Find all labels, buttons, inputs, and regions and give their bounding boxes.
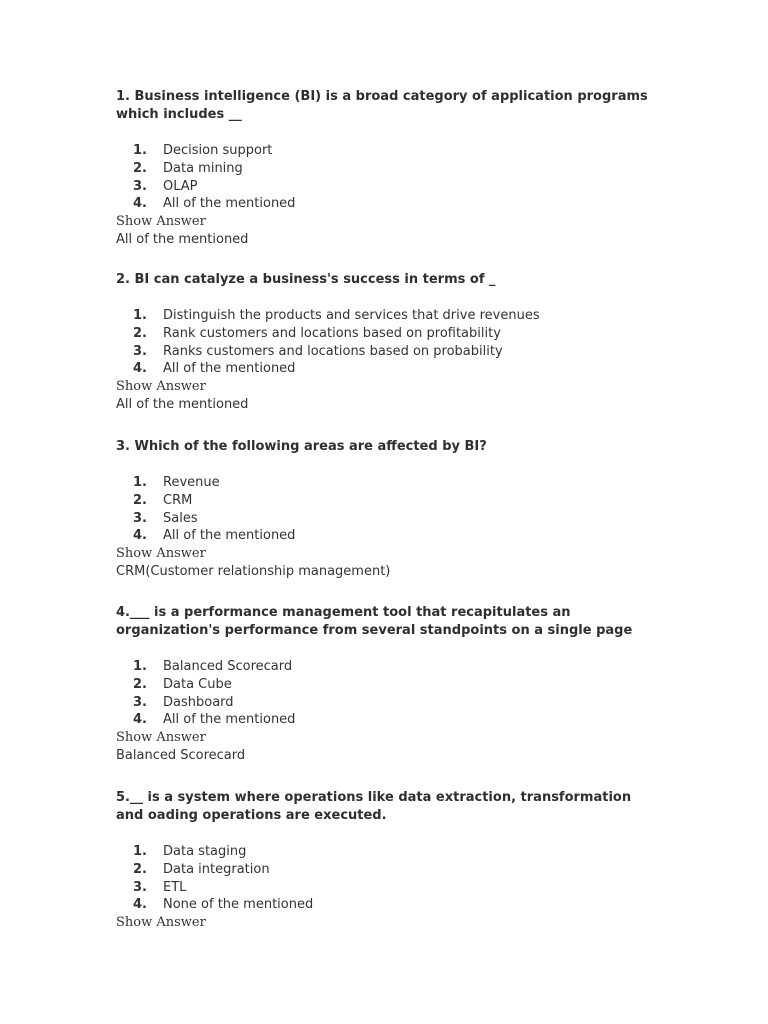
option-item: [116, 142, 656, 160]
show-answer-button[interactable]: Show Answer: [116, 546, 206, 562]
option-item: [116, 658, 656, 676]
question-4: [116, 604, 656, 765]
option-item: [116, 896, 656, 914]
option-item: [116, 307, 540, 325]
option-item: [116, 843, 656, 861]
option-label: All of the mentioned: [163, 712, 296, 728]
option-label: Sales: [163, 510, 198, 526]
question-text: 5.__ is a system where operations like data extraction, transformation and oading operations are executed.: [116, 790, 632, 823]
option-number: 4.: [133, 361, 147, 377]
option-item: [116, 492, 487, 510]
option-number: 2.: [133, 160, 147, 176]
answer-text: Balanced Scorecard: [116, 748, 246, 764]
question-1: [116, 88, 656, 249]
option-label: Balanced Scorecard: [163, 659, 293, 674]
option-number: 3.: [133, 178, 147, 194]
option-number: 3.: [133, 343, 147, 359]
question-text: 2. BI can catalyze a business's success in terms of _: [116, 272, 496, 287]
answer-text: All of the mentioned: [116, 397, 249, 413]
option-number: 2.: [133, 861, 147, 877]
option-number: 2.: [133, 325, 147, 341]
option-item: [116, 195, 656, 213]
option-item: [116, 343, 540, 361]
option-label: None of the mentioned: [163, 897, 314, 913]
option-item: [116, 474, 487, 492]
option-label: All of the mentioned: [163, 528, 296, 544]
option-number: 2.: [133, 492, 147, 508]
option-label: Data mining: [163, 160, 243, 176]
answer-text: CRM(Customer relationship management): [116, 564, 391, 580]
question-text: 1. Business intelligence (BI) is a broad category of application programs which includes __: [116, 89, 648, 122]
show-answer-button[interactable]: Show Answer: [116, 379, 206, 395]
show-answer-button[interactable]: Show Answer: [116, 915, 206, 931]
option-item: [116, 861, 656, 879]
question-text: 3. Which of the following areas are affected by BI?: [116, 439, 487, 454]
option-number: 4.: [133, 897, 147, 913]
option-label: ETL: [163, 879, 187, 895]
option-item: [116, 879, 656, 897]
option-number: 1.: [133, 143, 147, 158]
option-number: 3.: [133, 694, 147, 710]
question-2: [116, 271, 540, 414]
options-list: [116, 843, 656, 914]
question-3: [116, 438, 487, 581]
option-label: Data staging: [163, 844, 247, 859]
option-item: [116, 178, 656, 196]
option-label: Data integration: [163, 861, 270, 877]
option-item: [116, 527, 487, 545]
question-text: 4.___ is a performance management tool that recapitulates an organization's performance from several standpoints on a single page: [116, 605, 633, 638]
options-list: [116, 307, 540, 378]
options-list: [116, 474, 487, 545]
option-number: 3.: [133, 879, 147, 895]
option-item: [116, 676, 656, 694]
show-answer-button[interactable]: Show Answer: [116, 214, 206, 230]
option-label: Distinguish the products and services that drive revenues: [163, 308, 540, 323]
answer-text: All of the mentioned: [116, 232, 249, 248]
option-label: CRM: [163, 492, 193, 508]
option-label: Data Cube: [163, 676, 232, 692]
option-label: Ranks customers and locations based on probability: [163, 343, 503, 359]
options-list: [116, 142, 656, 213]
question-5: [116, 789, 656, 932]
option-number: 1.: [133, 308, 147, 323]
option-label: All of the mentioned: [163, 196, 296, 212]
option-item: [116, 325, 540, 343]
option-number: 1.: [133, 475, 147, 490]
option-label: Revenue: [163, 475, 220, 490]
option-number: 2.: [133, 676, 147, 692]
option-number: 4.: [133, 528, 147, 544]
option-number: 1.: [133, 659, 147, 674]
option-number: 3.: [133, 510, 147, 526]
options-list: [116, 658, 656, 729]
option-label: Rank customers and locations based on profitability: [163, 325, 501, 341]
option-item: [116, 711, 656, 729]
option-number: 1.: [133, 844, 147, 859]
option-label: All of the mentioned: [163, 361, 296, 377]
option-label: Dashboard: [163, 694, 234, 710]
option-number: 4.: [133, 712, 147, 728]
option-label: Decision support: [163, 143, 273, 158]
option-item: [116, 510, 487, 528]
option-item: [116, 694, 656, 712]
option-label: OLAP: [163, 178, 198, 194]
show-answer-button[interactable]: Show Answer: [116, 730, 206, 746]
option-item: [116, 360, 540, 378]
option-number: 4.: [133, 196, 147, 212]
option-item: [116, 160, 656, 178]
